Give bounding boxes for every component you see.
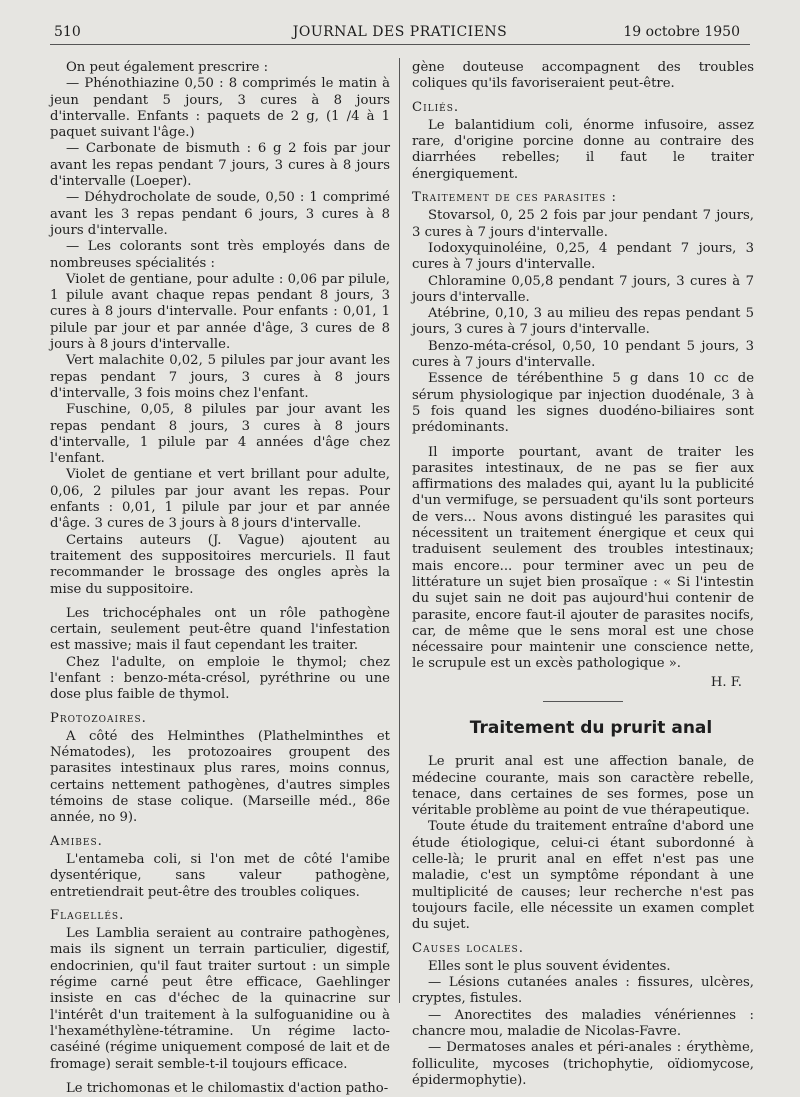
paragraph: Fuschine, 0,05, 8 pilules par jour avant les repas pendant 8 jours, 3 cures à 8 jours d'intervalle, 1 pilule par 4 années d'âge chez l'enfant. <box>50 402 390 467</box>
paragraph: Les Lamblia seraient au contraire pathogènes, mais ils signent un terrain particulier, digestif, endocrinien, qu'il faut traiter surtout : un simple régime carné peut être efficace, Gaehlinger insiste en cas d'échec de la quinacrine sur l'intérêt d'un traitement à la sulfoguanidine ou à l'hexaméthylène-tétramine. Un régime lacto-caséiné (régime uniquement composé de lait et de fromage) serait semble-t-il toujours efficace. <box>50 926 390 1072</box>
paragraph: Le balantidium coli, énorme infusoire, assez rare, d'origine porcine donne au contraire des diarrhées rebelles; il faut le traiter énergiquement. <box>412 117 754 182</box>
heading-traitement: Traitement de ces parasites : <box>412 190 617 206</box>
section-separator <box>543 701 623 702</box>
paragraph: — Déhydrocholate de soude, 0,50 : 1 comprimé avant les 3 repas pendant 6 jours, 3 cures à 8 jours d'intervalle. <box>50 190 390 238</box>
paragraph: Elles sont le plus souvent évidentes. <box>428 958 671 974</box>
author-signature: H. F. <box>710 674 742 690</box>
paragraph: A côté des Helminthes (Plathelminthes et Nématodes), les protozoaires groupent des parasites intestinaux plus rares, moins connus, certains nettement pathogènes, d'autres simples témoins de stase colique. (Marseille méd., 86e année, no 9). <box>50 728 390 826</box>
paragraph: On peut également prescrire : <box>66 60 269 75</box>
right-column <box>412 60 754 1089</box>
issue-date: 19 octobre 1950 <box>623 24 740 40</box>
paragraph: Chez l'adulte, on emploie le thymol; chez l'enfant : benzo-méta-crésol, pyréthrine ou une dose plus faible de thymol. <box>50 654 390 703</box>
heading-causes-locales: Causes locales. <box>412 940 524 956</box>
heading-protozoaires: Protozoaires. <box>50 710 147 726</box>
paragraph: Vert malachite 0,02, 5 pilules par jour avant les repas pendant 7 jours, 3 cures à 8 jours d'intervalle, 3 fois moins chez l'enfant. <box>50 353 390 401</box>
paragraph: Violet de gentiane, pour adulte : 0,06 par pilule, 1 pilule avant chaque repas pendant 8 jours, 3 cures à 8 jours d'intervalle. Pour enfants : 0,01, 1 pilule par jour et par année d'âge, 3 cures de 8 jours à 8 jours d'intervalle. <box>50 271 390 353</box>
paragraph: Stovarsol, 0, 25 2 fois par jour pendant 7 jours, 3 cures à 7 jours d'intervalle. <box>412 208 754 240</box>
paragraph: Chloramine 0,05,8 pendant 7 jours, 3 cures à 7 jours d'intervalle. <box>412 273 754 305</box>
paragraph: Violet de gentiane et vert brillant pour adulte, 0,06, 2 pilules par jour avant les repas. Pour enfants : 0,01, 1 pilule par jour et par année d'âge. 3 cures de 3 jours à 8 jours d'intervalle. <box>50 467 390 532</box>
heading-cilies: Ciliés. <box>412 99 460 115</box>
page-header <box>50 22 750 45</box>
left-column <box>50 60 390 1097</box>
paragraph: — Anorectites des maladies vénériennes : chancre mou, maladie de Nicolas-Favre. <box>412 1007 754 1040</box>
paragraph: Le trichomonas et le chilomastix d'action patho- <box>66 1080 389 1096</box>
paragraph: Le prurit anal est une affection banale, de médecine courante, mais son caractère rebelle, tenace, dans certaines de ses formes, pose un véritable problème au point de vue thérapeutique. <box>412 754 754 819</box>
paragraph: Atébrine, 0,10, 3 au milieu des repas pendant 5 jours, 3 cures à 7 jours d'intervalle. <box>412 306 754 338</box>
journal-title: JOURNAL DES PRATICIENS <box>292 24 508 40</box>
paragraph: — Phénothiazine 0,50 : 8 comprimés le matin à jeun pendant 5 jours, 3 cures à 8 jours d'intervalle. Enfants : paquets de 2 g, (1 /4 à 1 paquet suivant l'âge.) <box>50 76 390 141</box>
heading-amibes: Amibes. <box>50 833 103 849</box>
column-divider <box>399 58 400 1003</box>
paragraph: — Lésions cutanées anales : fissures, ulcères, cryptes, fistules. <box>412 975 754 1007</box>
paragraph: Certains auteurs (J. Vague) ajoutent au traitement des suppositoires mercuriels. Il faut recommander le brossage des ongles après la mise du suppositoire. <box>50 532 390 597</box>
heading-flagelles: Flagellés. <box>50 907 125 923</box>
paragraph: Toute étude du traitement entraîne d'abord une étude étiologique, celui-ci étant subordonné à celle-là; le prurit anal en effet n'est pas une maladie, c'est un symptôme répondant à une multiplicité de causes; leur recherche n'est pas toujours facile, elle nécessite un examen complet du sujet. <box>412 819 754 933</box>
paragraph: Les trichocéphales ont un rôle pathogène certain, seulement peut-être quand l'infestation est massive; mais il faut cependant les traiter. <box>50 605 390 654</box>
paragraph: — Les colorants sont très employés dans de nombreuses spécialités : <box>50 239 390 271</box>
paragraph: — Dermatoses anales et péri-anales : érythème, folliculite, mycoses (trichophytie, oïdiomycose, épidermophytie). <box>412 1040 754 1088</box>
paragraph: gène douteuse accompagnent des troubles coliques qu'ils favoriseraient peut-être. <box>412 60 754 92</box>
page-number: 510 <box>54 24 81 40</box>
paragraph: — Carbonate de bismuth : 6 g 2 fois par jour avant les repas pendant 7 jours, 3 cures à 8 jours d'intervalle (Loeper). <box>50 141 390 190</box>
paragraph: Essence de térébenthine 5 g dans 10 cc de sérum physiologique par injection duodénale, 3 à 5 fois quand les signes duodéno-biliaires sont prédominants. <box>412 371 754 436</box>
section-title: Traitement du prurit anal <box>469 717 713 738</box>
paragraph: L'entameba coli, si l'on met de côté l'amibe dysentérique, sans valeur pathogène, entretiendrait peut-être des troubles coliques. <box>50 851 390 900</box>
paragraph: Iodoxyquinoléine, 0,25, 4 pendant 7 jours, 3 cures à 7 jours d'intervalle. <box>412 240 754 273</box>
paragraph: Il importe pourtant, avant de traiter les parasites intestinaux, de ne pas se fier aux affirmations des malades qui, ayant lu la publicité d'un vermifuge, se persuadent qu'ils sont porteurs de vers... Nous avons distingué les parasites qui nécessitent un traitement énergique et ceux qui traduisent seulement des troubles intestinaux; mais encore... pour terminer avec un peu de littérature un sujet bien prosaïque : « Si l'intestin du sujet sain ne doit pas aujourd'hui contenir de parasite, encore faut-il ajouter de parasites nocifs, car, de même que le sens moral est une chose nécessaire pour maintenir une conscience nette, le scrupule est un excès pathologique ». <box>412 444 754 672</box>
paragraph: Benzo-méta-crésol, 0,50, 10 pendant 5 jours, 3 cures à 7 jours d'intervalle. <box>412 338 754 371</box>
